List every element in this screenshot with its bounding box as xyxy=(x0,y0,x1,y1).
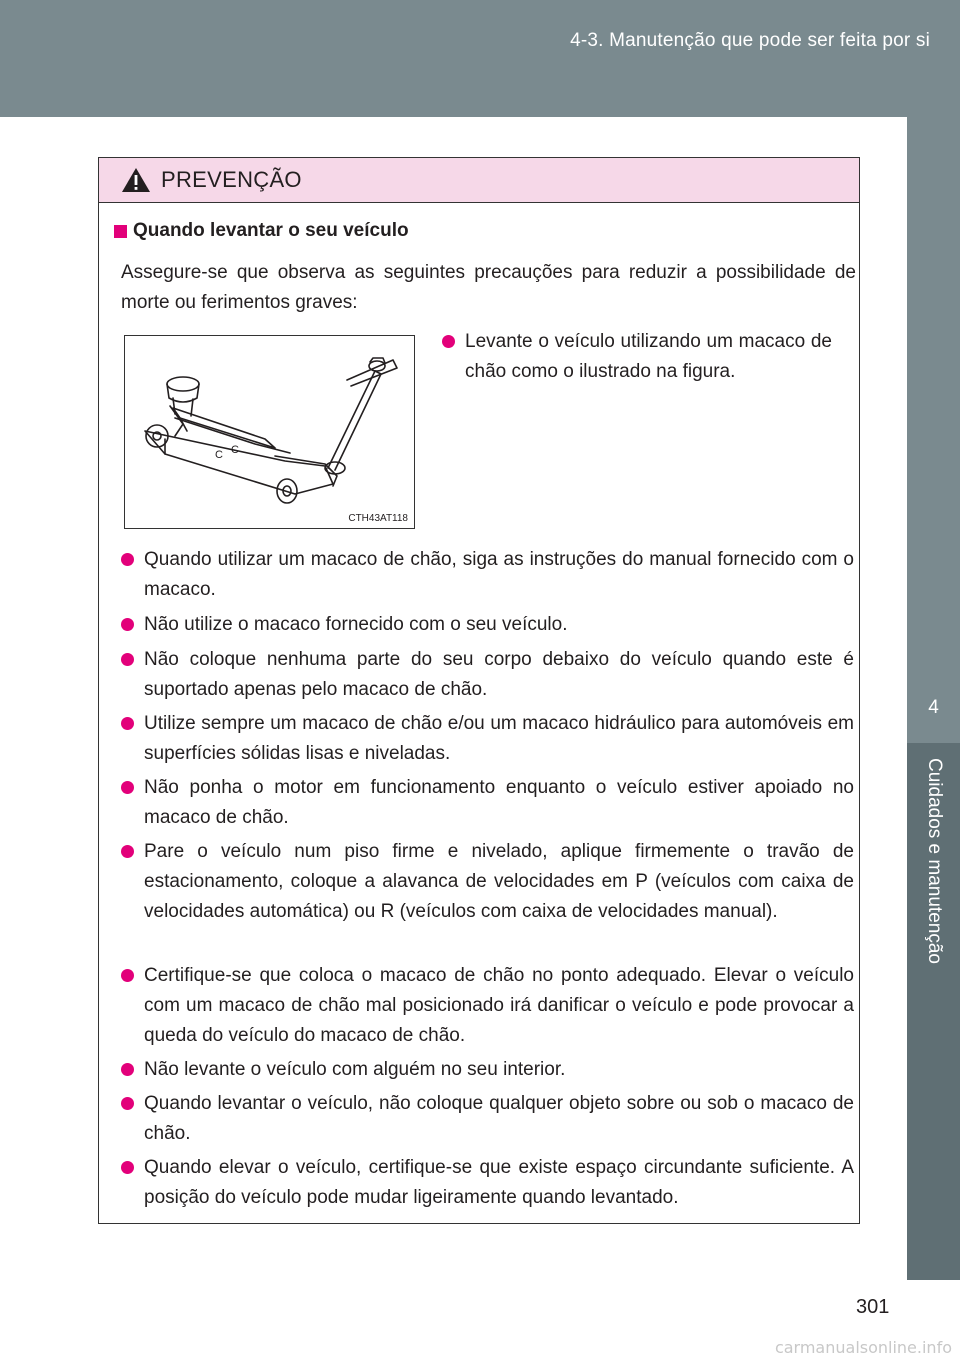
bullet-dot-icon xyxy=(121,618,134,631)
caution-title: PREVENÇÃO xyxy=(161,167,302,192)
page-number: 301 xyxy=(856,1296,890,1318)
chapter-label: Cuidados e manutenção xyxy=(924,758,945,964)
bullet-dot-icon xyxy=(442,335,455,348)
list-item: Pare o veículo num piso firme e nivelado, aplique firmemente o travão de estacionamento, coloque a alavanca de velocidades em P (veículos com caixa de velocidades automática) ou R (veículos com caixa de velocidades manual). xyxy=(121,837,854,927)
list-item: Não utilize o macaco fornecido com o seu veículo. xyxy=(121,610,854,640)
list-item: Certifique-se que coloca o macaco de chão no ponto adequado. Elevar o veículo com um macaco de chão mal posicionado irá danificar o veículo e pode provocar a queda do veículo do macaco de chão. xyxy=(121,961,854,1051)
intro-paragraph: Assegure-se que observa as seguintes precauções para reduzir a possibilidade de morte ou ferimentos graves: xyxy=(121,262,856,313)
bullet-dot-icon xyxy=(121,969,134,982)
bullet-dot-icon xyxy=(121,1097,134,1110)
section-heading-text: Quando levantar o seu veículo xyxy=(133,220,409,241)
list-item: Quando utilizar um macaco de chão, siga as instruções do manual fornecido com o macaco. xyxy=(121,545,854,605)
caution-box xyxy=(98,157,860,1224)
square-bullet-icon xyxy=(114,225,127,238)
bullet-dot-icon xyxy=(121,1161,134,1174)
bullet-dot-icon xyxy=(121,845,134,858)
figure-letter-2: C xyxy=(231,444,239,456)
list-item: Não coloque nenhuma parte do seu corpo debaixo do veículo quando este é suportado apenas pelo macaco de chão. xyxy=(121,645,854,705)
watermark: carmanualsonline.info xyxy=(774,1338,952,1357)
list-item: Quando elevar o veículo, certifique-se que existe espaço circundante suficiente. A posição do veículo pode mudar ligeiramente quando levantado. xyxy=(121,1153,854,1213)
header-band xyxy=(0,0,960,117)
list-item: Quando levantar o veículo, não coloque qualquer objeto sobre ou sob o macaco de chão. xyxy=(121,1089,854,1149)
chapter-number: 4 xyxy=(928,697,939,718)
bullet-dot-icon xyxy=(121,653,134,666)
bullet-dot-icon xyxy=(121,717,134,730)
section-title: 4-3. Manutenção que pode ser feita por si xyxy=(570,30,930,51)
bullet-dot-icon xyxy=(121,781,134,794)
warning-icon xyxy=(121,167,151,193)
floor-jack-illustration xyxy=(125,336,414,528)
list-item: Não ponha o motor em funcionamento enquanto o veículo estiver apoiado no macaco de chão. xyxy=(121,773,854,833)
caution-header xyxy=(99,158,859,203)
side-tab-upper xyxy=(907,117,960,743)
figure-letter-1: C xyxy=(215,449,223,461)
figure-code: CTH43AT118 xyxy=(348,513,408,524)
section-heading xyxy=(114,220,409,242)
bullet-dot-icon xyxy=(121,1063,134,1076)
floor-jack-figure xyxy=(124,335,415,529)
list-item: Utilize sempre um macaco de chão e/ou um macaco hidráulico para automóveis em superfícies sólidas lisas e niveladas. xyxy=(121,709,854,769)
list-item: Levante o veículo utilizando um macaco de chão como o ilustrado na figura. xyxy=(442,327,832,387)
bullet-dot-icon xyxy=(121,553,134,566)
list-item: Não levante o veículo com alguém no seu interior. xyxy=(121,1055,854,1085)
